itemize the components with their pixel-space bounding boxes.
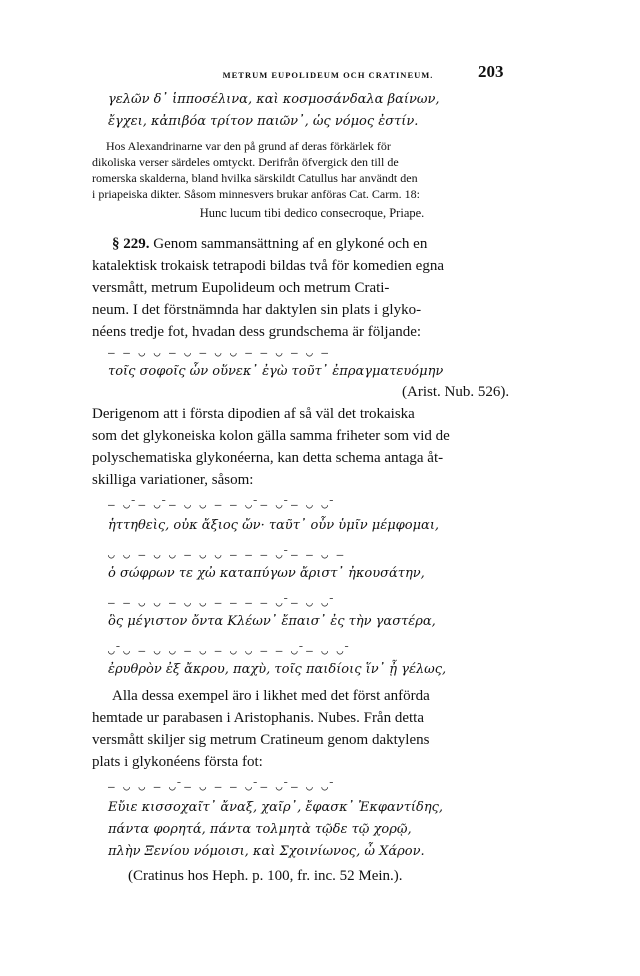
paragraph-line: skilliga variationer, såsom:: [92, 472, 254, 488]
section-line: néens tredje fot, hvadan dess grundschema är följande:: [92, 324, 422, 340]
section-line: versmått, metrum Eupolideum och metrum Crati-: [92, 280, 390, 296]
section-number: § 229.: [112, 236, 150, 252]
greek-verse-line: ἔγχει, κἀπιβόα τρίτον παιῶν᾽, ὡς νόμος ἐστίν.: [108, 114, 419, 129]
section-line: katalektisk trokaisk tetrapodi bildas två för komedien egna: [92, 258, 444, 274]
metrical-scheme: ◡ ◡ — ◡ ◡ — ◡ ◡ — — — ◡̄ — — ◡ —: [108, 548, 345, 561]
greek-example: πλὴν Ξενίου νόμοισι, καὶ Σχοινίωνος, ὦ Χάρον.: [108, 844, 425, 859]
metrical-scheme: — ◡ ◡ — ◡̄ — ◡ — — ◡̄ — ◡̄ — ◡ ◡̄: [108, 780, 330, 793]
greek-example: Εὔιε κισσοχαῖτ᾽ ἄναξ, χαῖρ᾽, ἔφασκ᾽ Ἐκφαντίδης,: [108, 800, 444, 815]
paragraph-line: Alla dessa exempel äro i likhet med det först anförda: [112, 688, 430, 704]
greek-verse-line: γελῶν δ᾽ ἱπποσέλινα, καὶ κοσμοσάνδαλα βαίνων,: [108, 92, 440, 107]
greek-example: πάντα φορητά, πάντα τολμητὰ τῷδε τῷ χορῷ,: [108, 822, 412, 837]
citation: (Cratinus hos Heph. p. 100, fr. inc. 52 Mein.).: [128, 868, 403, 884]
section-line: [112, 236, 427, 253]
page-number: 203: [478, 62, 504, 81]
section-line: neum. I det förstnämnda har daktylen sin plats i glyko-: [92, 302, 422, 318]
paragraph-line: som det glykoneiska kolon gälla samma friheter som vid de: [92, 428, 450, 444]
greek-example: ὃς μέγιστον ὄντα Κλέων᾽ ἔπαισ᾽ ἐς τὴν γαστέρα,: [108, 614, 436, 629]
note-line: romerska skalderna, bland hvilka särskildt Catullus har användt den: [92, 171, 418, 185]
paragraph-line: plats i glykonéens första fot:: [92, 754, 263, 770]
running-title: METRUM EUPOLIDEUM OCH CRATINEUM.: [222, 70, 434, 80]
greek-example: τοῖς σοφοῖς ὧν οὕνεκ᾽ ἐγὼ τοῦτ᾽ ἐπραγματευόμην: [108, 364, 444, 379]
greek-example: ἐρυθρὸν ἐξ ἄκρου, παχὺ, τοῖς παιδίοις ἵν᾽ ᾖ γέλως,: [108, 662, 447, 677]
metrical-scheme: — — ◡ ◡ — ◡ — ◡ ◡ — — ◡ — ◡ —: [108, 346, 330, 359]
paragraph-line: versmått skiljer sig metrum Cratineum genom daktylens: [92, 732, 430, 748]
paragraph-line: Derigenom att i första dipodien af så väl det trokaiska: [92, 406, 415, 422]
metrical-scheme: — — ◡ ◡ — ◡ ◡ — — — — ◡̄ — ◡ ◡̄: [108, 596, 330, 609]
paragraph-line: polyschematiska glykonéerna, kan detta schema antaga åt-: [92, 450, 444, 466]
citation: (Arist. Nub. 526).: [402, 384, 510, 400]
note-line: dikoliska verser särdeles omtyckt. Derifrån öfvergick den till de: [92, 155, 399, 169]
paragraph-line: hemtade ur parabasen i Aristophanis. Nubes. Från detta: [92, 710, 424, 726]
greek-example: ὁ σώφρων τε χὠ καταπύγων ἄριστ᾽ ἠκουσάτην,: [108, 566, 425, 581]
greek-example: ἡττηθεὶς, οὐκ ἄξιος ὤν· ταῦτ᾽ οὖν ὑμῖν μέμφομαι,: [108, 518, 440, 533]
note-line: Hos Alexandrinarne var den på grund af deras förkärlek för: [106, 139, 391, 153]
metrical-scheme: ◡̄ ◡ — ◡ ◡ — ◡ — ◡ ◡ — — ◡̄ — ◡ ◡̄: [108, 644, 345, 657]
latin-verse: Hunc lucum tibi dedico consecroque, Priape.: [199, 206, 425, 220]
section-text: Genom sammansättning af en glykoné och en: [153, 236, 428, 252]
metrical-scheme: — ◡̄ — ◡̄ — ◡ ◡ — — ◡̄ — ◡̄ — ◡ ◡̄: [108, 498, 330, 511]
note-line: i priapeiska dikter. Såsom minnesvers brukar anföras Cat. Carm. 18:: [92, 187, 420, 201]
